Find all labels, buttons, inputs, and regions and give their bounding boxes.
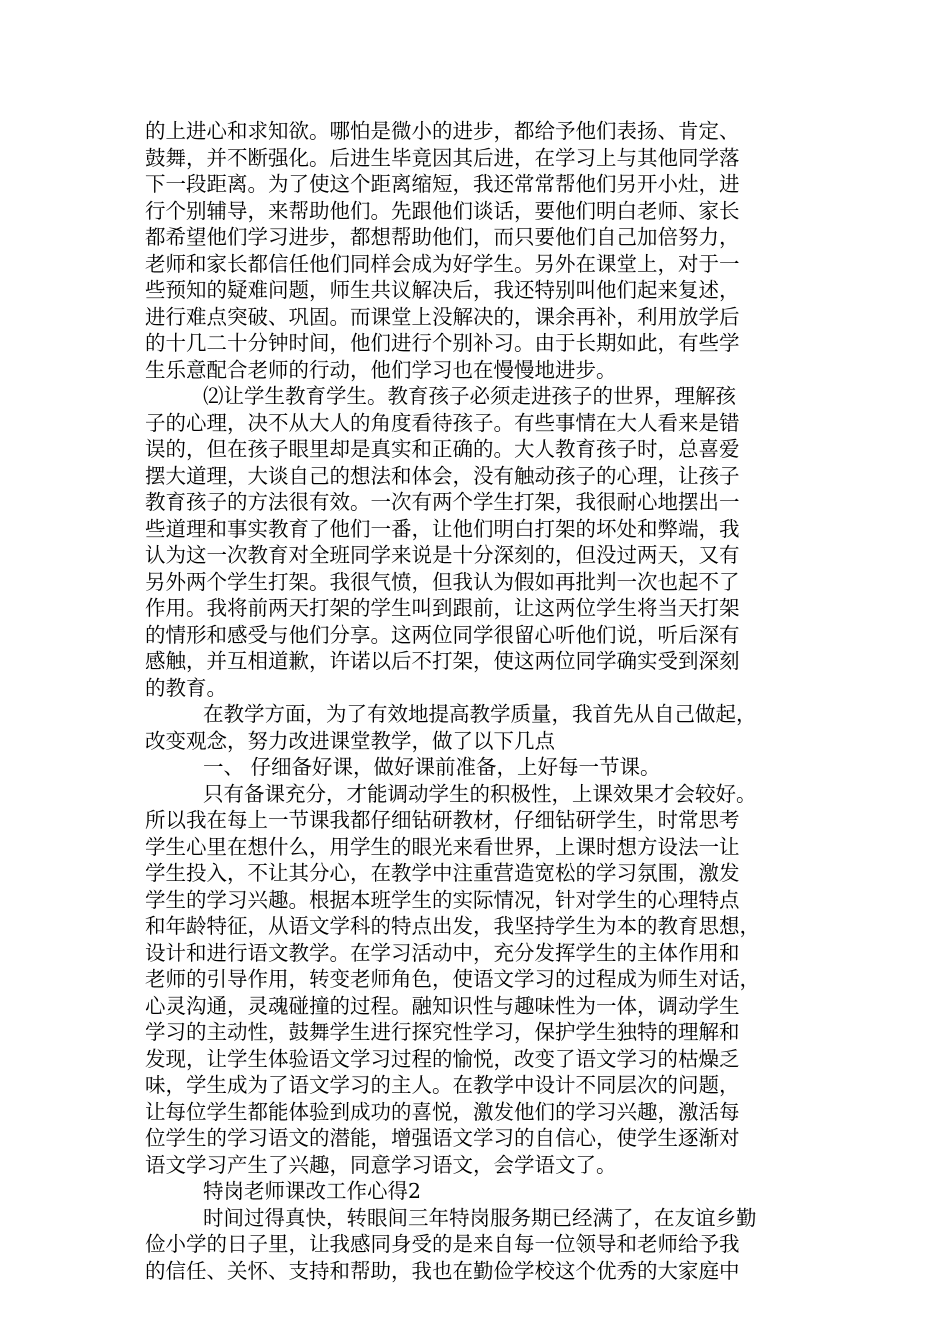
text-line: 所以我在每上一节课我都仔细钻研教材，仔细钻研学生，时常思考 xyxy=(145,808,740,832)
text-line: 位学生的学习语文的潜能，增强语文学习的自信心，使学生逐渐对 xyxy=(145,1126,740,1150)
text-line: 的信任、关怀、支持和帮助，我也在勤俭学校这个优秀的大家庭中 xyxy=(145,1258,740,1283)
text-line: 设计和进行语文教学。在学习活动中，充分发挥学生的主体作用和 xyxy=(145,940,740,965)
text-line: 行个别辅导，来帮助他们。先跟他们谈话，要他们明白老师、家长 xyxy=(145,198,740,223)
text-line: 和年龄特征，从语文学科的特点出发，我坚持学生为本的教育思想， xyxy=(145,914,760,938)
text-line: 误的，但在孩子眼里却是真实和正确的。大人教育孩子时，总喜爱 xyxy=(145,437,740,461)
section-heading: 一、 仔细备好课，做好课前准备，上好每一节课。 xyxy=(203,755,661,779)
text-line: 老师和家长都信任他们同样会成为好学生。另外在课堂上，对于一 xyxy=(145,251,740,276)
text-line: 学生的学习兴趣。根据本班学生的实际情况，针对学生的心理特点 xyxy=(145,887,740,912)
paragraph-start: 在教学方面，为了有效地提高教学质量，我首先从自己做起， xyxy=(203,702,757,726)
text-line: 鼓舞，并不断强化。后进生毕竟因其后进，在学习上与其他同学落 xyxy=(145,145,740,170)
text-line: 学习的主动性，鼓舞学生进行探究性学习，保护学生独特的理解和 xyxy=(145,1020,740,1044)
text-line: 的上进心和求知欲。哪怕是微小的进步，都给予他们表扬、肯定、 xyxy=(145,119,740,143)
text-line: 些预知的疑难问题，师生共议解决后，我还特别叫他们起来复述， xyxy=(145,278,740,302)
text-line: 教育孩子的方法很有效。一次有两个学生打架，我很耐心地摆出一 xyxy=(145,490,740,514)
paragraph-start: 时间过得真快，转眼间三年特岗服务期已经满了，在友谊乡勤 xyxy=(203,1205,757,1230)
text-line: 改变观念，努力改进课堂教学，做了以下几点 xyxy=(145,728,555,753)
text-line: 的教育。 xyxy=(145,675,227,700)
text-line: 认为这一次教育对全班同学来说是十分深刻的，但没过两天，又有 xyxy=(145,543,740,567)
document-body xyxy=(145,118,815,1284)
paragraph-start: 只有备课充分，才能调动学生的积极性，上课效果才会较好。 xyxy=(203,781,757,806)
text-line: 学生心里在想什么，用学生的眼光来看世界，上课时想方设法一让 xyxy=(145,834,740,859)
text-line: 味，学生成为了语文学习的主人。在教学中设计不同层次的问题， xyxy=(145,1073,740,1097)
text-line: 些道理和事实教育了他们一番，让他们明白打架的坏处和弊端，我 xyxy=(145,516,740,541)
text-line: 的十几二十分钟时间，他们进行个别补习。由于长期如此，有些学 xyxy=(145,331,740,355)
text-line: 让每位学生都能体验到成功的喜悦，激发他们的学习兴趣，激活每 xyxy=(145,1099,740,1124)
text-line: 作用。我将前两天打架的学生叫到跟前，让这两位学生将当天打架 xyxy=(145,596,740,620)
text-line: 心灵沟通，灵魂碰撞的过程。融知识性与趣味性为一体，调动学生 xyxy=(145,993,740,1018)
text-line: 进行难点突破、巩固。而课堂上没解决的，课余再补，利用放学后 xyxy=(145,304,740,329)
text-line: 发现，让学生体验语文学习过程的愉悦，改变了语文学习的枯燥乏 xyxy=(145,1046,740,1071)
text-line: 学生投入，不让其分心，在教学中注重营造宽松的学习氛围，激发 xyxy=(145,861,740,885)
text-line: 另外两个学生打架。我很气愤，但我认为假如再批判一次也起不了 xyxy=(145,569,740,594)
text-line: 语文学习产生了兴趣，同意学习语文，会学语文了。 xyxy=(145,1152,617,1177)
article-title: 特岗老师课改工作心得2 xyxy=(203,1179,422,1203)
text-line: 子的心理，决不从大人的角度看待孩子。有些事情在大人看来是错 xyxy=(145,410,740,435)
text-line: 下一段距离。为了使这个距离缩短，我还常常帮他们另开小灶，进 xyxy=(145,172,740,196)
paragraph-start: ⑵让学生教育学生。教育孩子必须走进孩子的世界，理解孩 xyxy=(203,384,736,408)
text-line: 感触，并互相道歉，许诺以后不打架，使这两位同学确实受到深刻 xyxy=(145,649,740,673)
text-line: 都希望他们学习进步，都想帮助他们，而只要他们自己加倍努力， xyxy=(145,225,740,249)
text-line: 的情形和感受与他们分享。这两位同学很留心听他们说，听后深有 xyxy=(145,622,740,647)
text-line: 摆大道理，大谈自己的想法和体会，没有触动孩子的心理，让孩子 xyxy=(145,463,740,488)
text-line: 生乐意配合老师的行动，他们学习也在慢慢地进步。 xyxy=(145,357,617,382)
text-line: 俭小学的日子里，让我感同身受的是来自每一位领导和老师给予我 xyxy=(145,1232,740,1256)
text-line: 老师的引导作用，转变老师角色，使语文学习的过程成为师生对话， xyxy=(145,967,760,991)
